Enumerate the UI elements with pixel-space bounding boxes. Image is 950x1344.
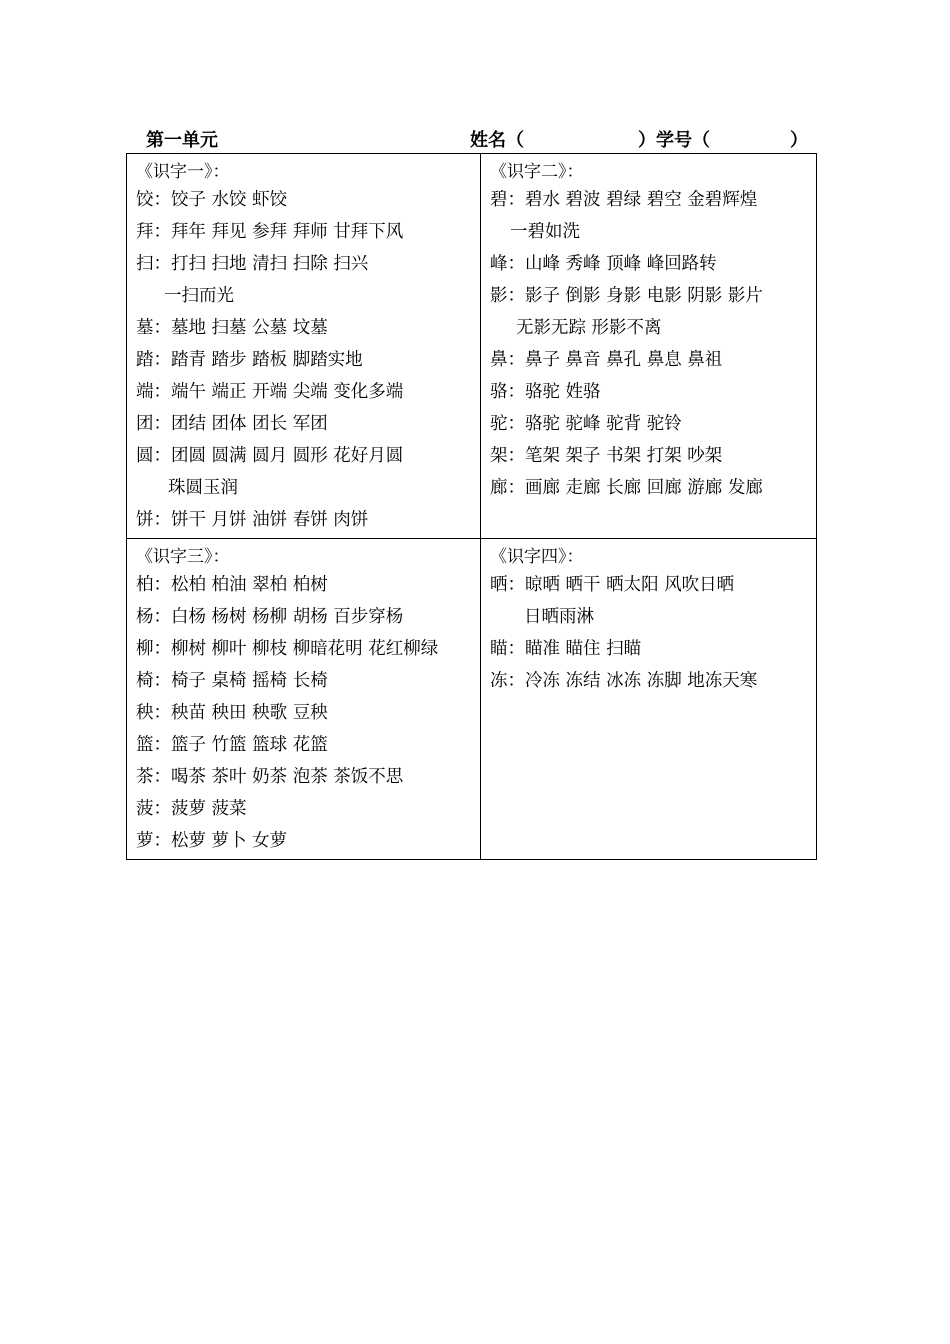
section-literacy-4	[481, 539, 817, 860]
vocab-row: 茶：喝茶 茶叶 奶茶 泡茶 茶饭不思	[136, 767, 404, 787]
unit-title: 第一单元	[146, 130, 218, 151]
vocab-row-continuation: 日晒雨淋	[524, 607, 594, 627]
vocab-row: 架：笔架 架子 书架 打架 吵架	[490, 446, 723, 466]
vocab-row: 篮：篮子 竹篮 篮球 花篮	[136, 735, 328, 755]
vocab-row: 峰：山峰 秀峰 顶峰 峰回路转	[490, 254, 717, 274]
vocab-row: 鼻：鼻子 鼻音 鼻孔 鼻息 鼻祖	[490, 350, 723, 370]
vocab-row: 柳：柳树 柳叶 柳枝 柳暗花明 花红柳绿	[136, 639, 439, 659]
section-title: 《识字四》：	[490, 547, 584, 567]
vocab-row: 饼：饼干 月饼 油饼 春饼 肉饼	[136, 510, 369, 530]
vocab-row: 驼：骆驼 驼峰 驼背 驼铃	[490, 414, 682, 434]
vocab-row: 墓：墓地 扫墓 公墓 坟墓	[136, 318, 328, 338]
vocab-row: 萝：松萝 萝卜 女萝	[136, 831, 288, 851]
vocabulary-table	[126, 153, 817, 860]
vocab-row-continuation: 一扫而光	[164, 286, 234, 306]
vocab-row: 菠：菠萝 菠菜	[136, 799, 247, 819]
section-title: 《识字二》：	[490, 162, 584, 182]
vocab-row: 圆：团圆 圆满 圆月 圆形 花好月圆	[136, 446, 404, 466]
section-literacy-3	[127, 539, 481, 860]
vocab-row: 踏：踏青 踏步 踏板 脚踏实地	[136, 350, 363, 370]
vocab-row: 晒：晾晒 晒干 晒太阳 风吹日晒	[490, 575, 735, 595]
vocab-row: 端：端午 端正 开端 尖端 变化多端	[136, 382, 404, 402]
vocab-row: 骆：骆驼 姓骆	[490, 382, 601, 402]
section-literacy-2	[481, 154, 817, 539]
section-title: 《识字一》：	[136, 162, 230, 182]
vocab-row: 椅：椅子 桌椅 摇椅 长椅	[136, 671, 328, 691]
vocab-row-continuation: 一碧如洗	[510, 222, 580, 242]
vocab-row: 影：影子 倒影 身影 电影 阴影 影片	[490, 286, 763, 306]
vocab-row-continuation: 珠圆玉润	[168, 478, 238, 498]
closing-paren: ）	[790, 130, 808, 151]
vocab-row: 拜：拜年 拜见 参拜 拜师 甘拜下风	[136, 222, 404, 242]
section-title: 《识字三》：	[136, 547, 230, 567]
name-label: 姓名（	[470, 130, 524, 151]
vocab-row: 碧：碧水 碧波 碧绿 碧空 金碧辉煌	[490, 190, 758, 210]
vocab-row: 团：团结 团体 团长 军团	[136, 414, 328, 434]
vocab-row: 饺：饺子 水饺 虾饺	[136, 190, 288, 210]
vocab-row: 秧：秧苗 秧田 秧歌 豆秧	[136, 703, 328, 723]
vocab-row: 柏：松柏 柏油 翠柏 柏树	[136, 575, 328, 595]
section-literacy-1	[127, 154, 481, 539]
vocab-row: 冻：冷冻 冻结 冰冻 冻脚 地冻天寒	[490, 671, 758, 691]
worksheet-header	[146, 122, 806, 152]
vocab-row: 扫：打扫 扫地 清扫 扫除 扫兴	[136, 254, 369, 274]
vocab-row: 廊：画廊 走廊 长廊 回廊 游廊 发廊	[490, 478, 763, 498]
student-number-label: ）学号（	[638, 130, 710, 151]
vocab-row-continuation: 无影无踪 形影不离	[516, 318, 662, 338]
vocab-row: 杨：白杨 杨树 杨柳 胡杨 百步穿杨	[136, 607, 404, 627]
vocab-row: 瞄：瞄准 瞄住 扫瞄	[490, 639, 642, 659]
